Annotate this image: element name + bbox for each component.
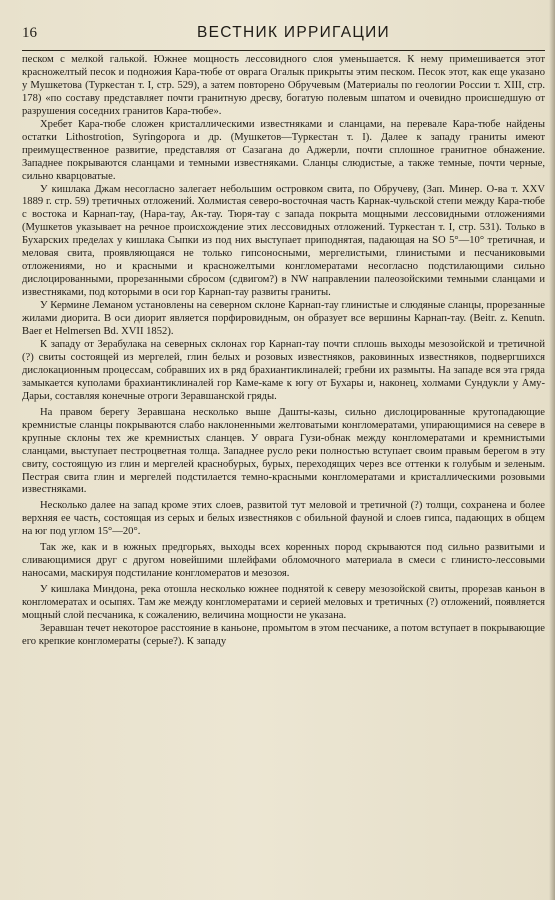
paragraph: К западу от Зерабулака на северных склонах гор Карнап-тау почти сплошь выходы мезозойской и третичной (?) свиты состоящей из мергелей, глин белых и розовых известняков, раковинных известняков, подвергшихся дислокационным процессам, собравших их в ряд брахиантиклиналей; гребни их размыты. На западе вся эта гряда замыкается куполами брахиантиклиналей гор Каме-каме к югу от Бухары и, наконец, холмами Сундукли у Аму-Дарьи, составляя конечные отроги Зеравшанской гряды. [22, 338, 545, 402]
paragraph-continued: песком с мелкой галькой. Южнее мощность лессовидного слоя уменьшается. К нему примешивается этот красножелтый песок и подножия Кара-тюбе от оврага Огалык прикрыты этим песком. Песок этот, как еще указано у Мушкетова (Туркестан т. I, стр. 529), а затем повторено Обручевым (Материалы по геологии России т. XIII, стр. 178) «по составу представляет почти гранитную дресву, богатую полевым шпатом и очевидно происшедшую от разрушения соседних гранитов Кара-тюбе». [22, 54, 545, 117]
paragraph: На правом берегу Зеравшана несколько выше Дашты-казы, сильно дислоцированные крутопадающие кремнистые сланцы покрываются слабо наклоненными желтоватыми конгломератами, упирающимися на севере в крупные склоны тех же кремнистых сланцев. У оврага Гузи-обнак между конгломератами и кремнистыми сланцами, выступает пестроцветная толща. Западнее русло реки полностью вступает своим правым берегом в эту свиту, состоящую из глин и мергелей краснобурых, бурых, переходящих через все оттенки к голубым и зеленым. Пестрая свита глин и мергелей подстилается темно-красными конгломератами и кристаллическими розовыми известняками. [22, 406, 545, 496]
paragraph: У Кермине Леманом установлены на северном склоне Карнап-тау глинистые и слюдяные сланцы, прорезанные жилами диорита. В оси диорит является порфировидным, он образует все вершины Карнап-тау. (Beitr. z. Kenutn. Baer et Helmersen Bd. XVII 1852). [22, 300, 545, 338]
article-body [22, 54, 545, 649]
paragraph: У кишлака Джам несогласно залегает небольшим островком свита, по Обручеву, (Зап. Минер. О-ва т. XXV 1889 г. стр. 59) третичных отложений. Холмистая северо-восточная часть Карнак-чульской степи между Кара-тюбе с востока и Карнап-тау, (Нара-тау, Ак-тау. Тюря-тау с запада покрыта мощными лессовидными отложениями (Мушкетов указывает на речное происхождение этих лессовидных отложений. Туркестан т. I, стр. 531). Только в Бухарских пределах у кишлака Сыпки из под них выступает приподнятая, падающая на SO 5°—10° третичная, и меловая свита, проявляющаяся не только гипсоносными, мергелистыми, глинистыми и песчаниковыми отложениями, но и красными и красножелтыми конгломератами несогласно подстилающими сильно дислоцированными, прорезанными сбросом (сдвигом?) в NW направлении палеозойскими темными сланцами и известняками, под которыми в оси гор Карнап-тау развиты граниты. [22, 183, 545, 299]
paragraph-continues: Зеравшан течет некоторое расстояние в каньоне, промытом в этом песчанике, а потом вступает в покрывающие его крепкие конгломераты (серые?). К западу [22, 622, 545, 647]
paragraph: У кишлака Миндона, река отошла несколько южнее поднятой к северу мезозойской свиты, прорезав каньон в конгломератах и осыпях. Там же между конгломератами и серией меловых и третичных (?) отложений, появляется мощный слой песчаника, к сожалению, величина мощности не указана. [22, 584, 545, 622]
running-header [22, 24, 545, 51]
journal-title: ВЕСТНИК ИРРИГАЦИИ [197, 24, 390, 41]
paragraph: Так же, как и в южных предгорьях, выходы всех коренных пород скрываются под сильно развитыми и сливающимися друг с другом новейшими шлейфами обломочного материала в смеси с глинисто-лессовыми наносами, маскируя подстилание конгломератов и мезозоя. [22, 542, 545, 580]
page-number: 16 [22, 25, 37, 41]
paragraph: Хребет Кара-тюбе сложен кристаллическими известняками и сланцами, на перевале Кара-тюбе найдены остатки Lithostrotion, Syringopora и др. (Мушкетов—Туркестан т. I). Далее к западу граниты имеют преимущественное развитие, представляя от Сазагана до Аджерли, почти сплошное гранитное обнажение. Западнее покрываются сланцами и темными известняками. Сланцы слюдистые, а также темные, почти черные, сильно кварцоватые. [22, 118, 545, 182]
paragraph: Несколько далее на запад кроме этих слоев, развитой тут меловой и третичной (?) толщи, сохранена и более верхняя ее часть, состоящая из серых и белых известняков с обильной фауной и слоев гипса, падающих в общем на юг под углом 15°—20°. [22, 500, 545, 538]
